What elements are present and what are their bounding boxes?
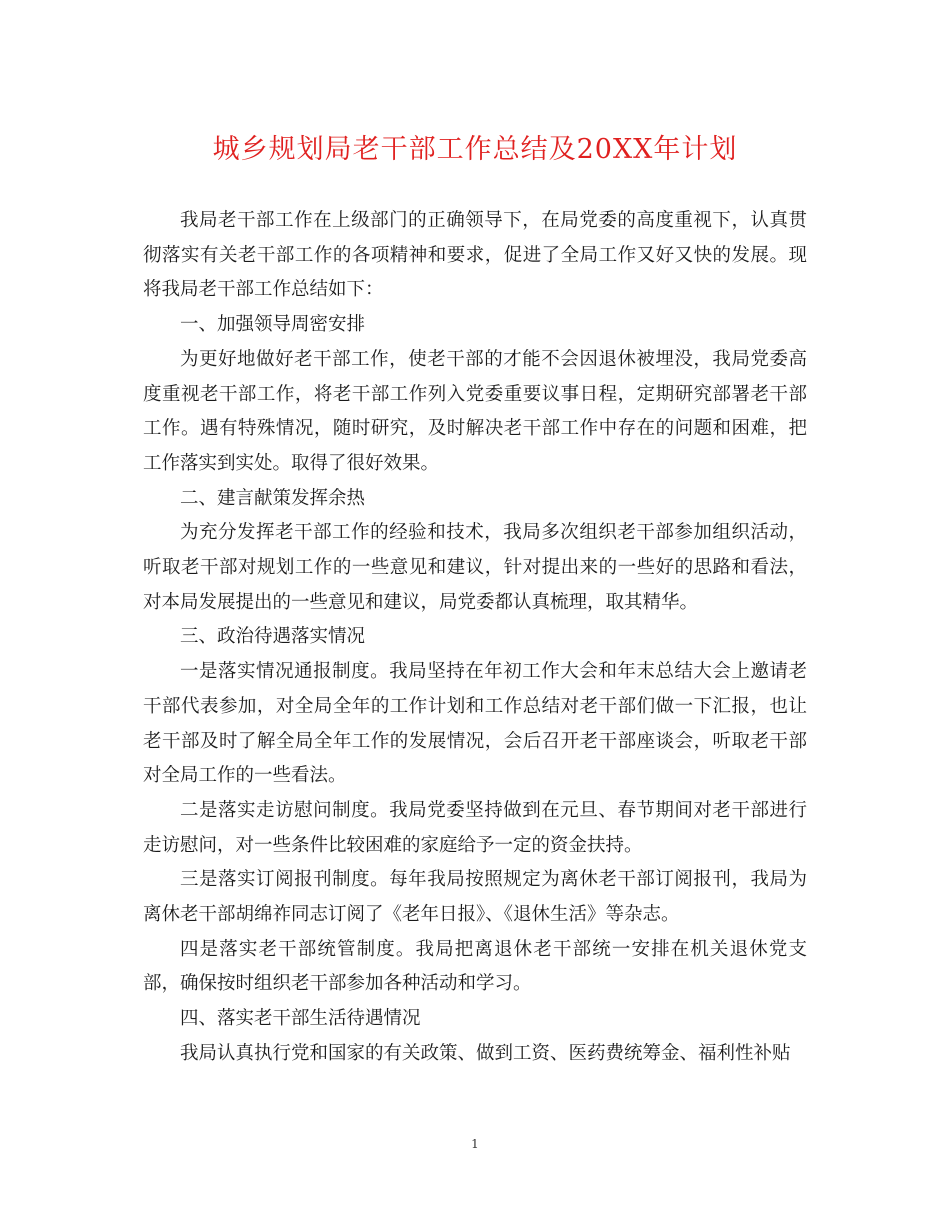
page-number: 1 xyxy=(471,1137,479,1151)
paragraph-item-4: 四是落实老干部统管制度。我局把离退休老干部统一安排在机关退休党支部，确保按时组织老干部参加各种活动和学习。 xyxy=(143,938,807,995)
paragraph-section-1: 为更好地做好老干部工作，使老干部的才能不会因退休被埋没，我局党委高度重视老干部工作，将老干部工作列入党委重要议事日程，定期研究部署老干部工作。遇有特殊情况，随时研究，及时解决老干部工作中存在的问题和困难，把工作落实到实处。取得了很好效果。 xyxy=(143,348,807,474)
document-body xyxy=(143,204,807,1072)
paragraph-item-1: 一是落实情况通报制度。我局坚持在年初工作大会和年末总结大会上邀请老干部代表参加，对全局全年的工作计划和工作总结对老干部们做一下汇报，也让老干部及时了解全局全年工作的发展情况，会后召开老干部座谈会，听取老干部对全局工作的一些看法。 xyxy=(143,661,807,787)
paragraph-intro: 我局老干部工作在上级部门的正确领导下，在局党委的高度重视下，认真贯彻落实有关老干部工作的各项精神和要求，促进了全局工作又好又快的发展。现将我局老干部工作总结如下： xyxy=(143,210,807,301)
document-title: 城乡规划局老干部工作总结及20XX年计划 xyxy=(212,134,738,165)
paragraph-section-2: 为充分发挥老干部工作的经验和技术，我局多次组织老干部参加组织活动，听取老干部对规划工作的一些意见和建议，针对提出来的一些好的思路和看法，对本局发展提出的一些意见和建议，局党委都认真梳理，取其精华。 xyxy=(143,522,807,613)
section-heading-1: 一、加强领导周密安排 xyxy=(180,314,366,336)
section-heading-2: 二、建言献策发挥余热 xyxy=(180,487,366,509)
paragraph-section-4: 我局认真执行党和国家的有关政策、做到工资、医药费统筹金、福利性补贴 xyxy=(180,1042,791,1064)
paragraph-item-3: 三是落实订阅报刊制度。每年我局按照规定为离休老干部订阅报刊，我局为离休老干部胡绵祚同志订阅了《老年日报》、《退休生活》等杂志。 xyxy=(143,869,807,926)
section-heading-4: 四、落实老干部生活待遇情况 xyxy=(180,1008,421,1030)
section-heading-3: 三、政治待遇落实情况 xyxy=(180,626,366,648)
paragraph-item-2: 二是落实走访慰问制度。我局党委坚持做到在元旦、春节期间对老干部进行走访慰问，对一些条件比较困难的家庭给予一定的资金扶持。 xyxy=(143,799,807,856)
